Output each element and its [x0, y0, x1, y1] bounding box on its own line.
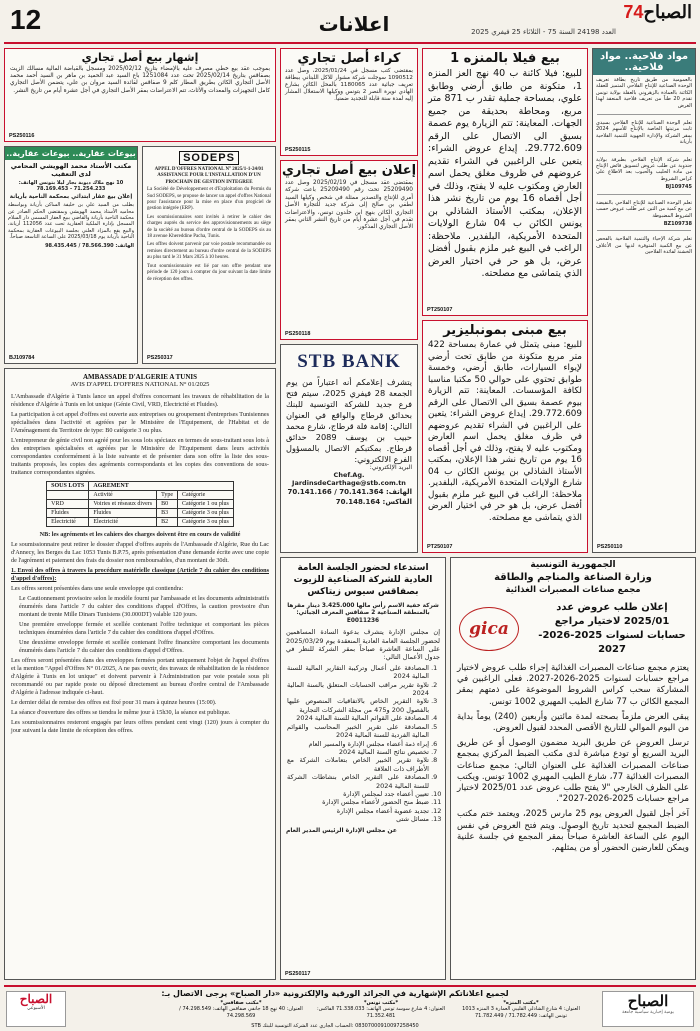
villa-title: بيع فيلا بالمنزه 1: [450, 51, 560, 66]
table-cell: [47, 491, 89, 500]
gica-notice-title: إعلان طلب عروض عدد 2025/01 لاختيار مراجع حسابات لسنوات 2025-2026-2027: [538, 602, 686, 655]
footer-title: لجميع اعلاناتكم الإشهارية في الجرائد الورقية والإلكترونية «دار الصباح» يرجى الاتصال بـ:: [161, 989, 509, 998]
building-body: للبيع: مبنى يتمثل في عمارة بمساحة 422 متر مربع متكونة من طابق تحت أرضي لإيواء السيارات، طابق أرضي، وخمسة طوابق تحتوي على حوالي 50 مكتبا مناسبا لكافة المؤسسات. المعاينة: تتم الزيارة بيوم عصمة بسيق الى الاتصال على الرقم 29.772.609. إيداع عروض الشراء: يتعين على الراغبين في الشراء تقديم عروضهم في ظرف مغلق يحمل اسم العارض ومكتوب عليه لا يفتح، وذلك في أجل أقصاه 16 يوم من تاريخ نشر هذا الإعلان، بمكتب الأستاذ الشاذلي بن يونس الكائن ب 04 شارع الولايات المتحدة الأمريكية، البلفدير. ملاحظة: الراغب في البيع غير ملزم بقبول أفضل عرض، بل هو حر في اختيار العرض الذي يتماشى مع مصلحته.: [428, 340, 582, 523]
real-estate-ad: [4, 146, 138, 364]
embassy-note: NB: les agréments et les cahiers des charges doivent être en cours de validité: [39, 531, 241, 538]
agenda-item: 9. المصادقة على التقرير الخاص بنشاطات الشركة للسنة المالية 2024: [287, 773, 429, 790]
agri-sep: [597, 230, 691, 231]
table-cell: Catégorie 1 ou plus: [178, 500, 234, 509]
embassy-subtitle: AVIS D'APPEL D'OFFRES NATIONAL N° 01/2025: [70, 381, 210, 388]
table-cell: B3: [157, 509, 178, 518]
sale-body: بمقتضى عقد مسجل في 2025/02/19 وصل عدد 25209490 تحت رقم 25209490 باعت شركة أمري للإنتاج والتصدير ممثلة في شخص وكيلها السيد لطفي بن صالح إلى شركة جديد للتجارة الأصل التجاري الكائن بنهج ابن خلدون تونس، والاعتراضات تقدم في أجل عشرة أيام من تاريخ النشر الثاني بمقر الأصل التجاري المذكور.: [285, 180, 413, 231]
table-cell: Fluides: [47, 509, 89, 518]
office-details: العنوان: 4 شارع الشاذلي القليبي العمارة 3 المنزه 1013 تونس الهاتف: 71.782.449 / 71.782.449: [462, 1006, 580, 1019]
commercial-sale-ad: [280, 160, 418, 340]
gica-group: مجمع صناعات المصبرات الغذائية: [505, 585, 641, 595]
public-sale-title: إشهار بيع أصل تجاري: [81, 51, 199, 64]
table-cell: B2: [157, 518, 178, 527]
office-name: *مكتب تونس*: [363, 1000, 399, 1006]
agri-banner: مواد فلاحية.. مواد فلاحية..: [593, 49, 695, 75]
table-cell: B0: [157, 500, 178, 509]
sodeps-ad: [142, 146, 276, 364]
rent-code: PS250115: [285, 147, 311, 153]
table-row: [47, 500, 234, 509]
rent-title: كراء أصل تجاري: [297, 51, 401, 66]
sodeps-code: PS250317: [147, 355, 173, 361]
table-row: [47, 509, 234, 518]
sodeps-line-5: Les offres doivent parvenir par voie postale recommandée ou remises directement au bureau d'ordre central de la SODEPS au plus tard le 31 Mars 2025 à 10 heures.: [147, 242, 271, 261]
agri-code-2: BZ109738: [663, 220, 692, 227]
stb-email-label: البريد الإلكتروني:: [369, 464, 412, 471]
footer-logo-weekly: [6, 991, 66, 1027]
gica-body-2: يبقى العرض ملزماً بصحته لمدة مائتين وأربعين (240) يوماً بداية من اليوم الموالي للتاريخ الأقصى المحدد لقبول العروض.: [457, 711, 689, 734]
agenda-item: 13. مسائل شتى: [287, 815, 429, 823]
assembly-title: استدعاء لحضور الجلسة العامة العادية للشركة الصناعية للزيوت بصفاقس سيوس زيتاكس: [293, 563, 433, 597]
sodeps-line-2: ASSISTANCE POUR L'INSTALLATION D'UN PROCHAIN DE GESTION INTEGREE: [157, 173, 261, 185]
stb-fax: الفاكس: 70.148.164: [335, 498, 412, 507]
gica-ministry: وزارة الصناعة والمناجم والطاقة: [494, 572, 652, 583]
footer-logo2-sub: الأسبوعي: [27, 1006, 45, 1011]
sodeps-line-6: Tout soumissionnaire est lié par son offre pendant une période de 120 jours à compter du jour suivant la date limite de réception des offres.: [147, 263, 271, 282]
building-title: بيع مبنى بمونبليزير: [443, 323, 567, 338]
gica-republic: الجمهورية التونسية: [530, 560, 616, 570]
embassy-para-7: Le dernier délai de remise des offres est fixé pour 31 mars à quinze heures (15:00).: [11, 699, 217, 706]
villa-sale-ad: [422, 48, 588, 316]
embassy-bullet-3: Une deuxième enveloppe fermée et scellée contenant l'offre financière comportant les documents énumérés dans l'article 7 du cahier des conditions d'appel d'Offres.: [19, 639, 269, 654]
gica-body-1: يعتزم مجمع صناعات المصبرات الغذائية إجراء طلب عروض لاختيار مراجع حسابات لسنوات 2025-2026-2027. فعلى الراغبين في المشاركة سحب كراس الشروط الموضوعة على ذمتهم بمقر المجمع الكائن ب 77 شارع الطيب المهيري 1002 تونس.: [457, 663, 689, 707]
table-header: SOUS LOTS: [47, 482, 89, 491]
rent-body: بمقتضى كتب مسجل في 2025/01/24، وصل عدد 1090512 سوجلت شركة مشوار للاكل اللبناني ببطاقة تعريف جبائية عدد 1180065 بالمحل الكائن بشارع الهادي نويرة النصر 2 بتونس ووكيلها الاستغلال المشار إليه لمدة سنة قابلة للتجديد ضمنياً.: [285, 68, 413, 102]
embassy-para-3: L'entrepreneur de génie civil non agréé pour les sous lots spéciaux en termes de sous-traitant sous lots à des entreprises spécialisées et agréées par le Ministère de l'Equipement dans leurs activités correspondantes conformément à la liste suivante et de présenter dans son offre la liste des sous-traitants proposés, les copies des agréments correspondants et les copies des conventions de sous-traitance correspondantes signées.: [11, 437, 269, 476]
table-cell: Catégorie 3 ou plus: [178, 518, 234, 527]
agenda-item: 2. تلاوة تقرير مراقب الحسابات المتعلق بالسنة المالية 2024: [287, 681, 429, 698]
stb-email: Chef.Ag. JardinsdeCarthage@stb.com.tn: [292, 471, 406, 488]
footer-logo-name: الصباح: [627, 992, 669, 1010]
assembly-signature: عن مجلس الإدارة الرئيس المدير العام: [286, 826, 397, 834]
stb-phone: الهاتف: 70.141.364 / 70.141.166: [287, 488, 412, 497]
general-assembly-notice: [280, 557, 446, 980]
villa-body: للبيع: فيلا كائنة ب 40 نهج العز المنزه 1، متكونة من طابق أرضي وطابق علوي، بمساحة جملية تقدر ب 871 متر مربع، ومحاطة بحديقة من جميع الجهات. المعاينة: تتم الزيارة يوم عصمة بسيق الى الاتصال على الرقم 29.772.609. إيداع عروض الشراء: يتعين على الراغبين في الشراء تقديم عروضهم في ظروف مغلق يحمل اسم العارض ومكتوب عليه لا يفتح، وذلك في أجل أقصاه 16 يوم من تاريخ نشر هذا الإعلان، بمكتب الأستاذ الشاذلي بن يونس الكائن ب 04 شارع الولايات المتحدة الأمريكية، البلفدير. ملاحظة: الراغب في البيع غير ملزم بقبول أفضل عرض، بل هو حر في اختيار العرض الذي يتماشى مع مصلحته.: [428, 68, 582, 279]
stb-body: يتشرف إعلامكم أنه اعتباراً من يوم الجمعة 28 فيفري 2025، سيتم فتح فرع جديد للشركة التونسية للبنك بحدائق قرطاج والواقع في العنوان التالي: إقامة فلة قرطاج، شارع محمد حبيب بن يوسف 2089 حدائق قرطاج. بمكتبكم الاتصال بالمسؤول الفرع الالكتروني:: [286, 377, 412, 464]
embassy-lots-table: [46, 481, 234, 527]
real-estate-phone: الهاتف: 78.566.390 / 98.435.445: [45, 242, 134, 249]
embassy-para-9: Les soumissionnaires resteront engagés par leurs offres pendant cent vingt (120) jours à compter du jour suivant la date limite de réception des offres.: [11, 719, 269, 734]
footer-logo-sub: يومية إخبارية سياسية جامعة: [622, 1010, 674, 1015]
public-sale-code: PS250116: [9, 133, 35, 139]
footer-office: [456, 1000, 586, 1019]
footer-logo: [602, 991, 694, 1027]
agenda-item: 10. تعيين أعضاء جدد لمجلس الإدارة: [287, 790, 429, 798]
stb-logo: STB BANK: [297, 351, 401, 372]
villa-code: PT250107: [427, 307, 453, 313]
agenda-item: 8. تلاوة تقرير الخبير الخاص بتعاملات الشركة مع الأطراف ذات العلاقة: [287, 756, 429, 773]
assembly-agenda: [281, 664, 445, 824]
agri-ad-2: تعلم الوحدة الصناعية للإنتاج الفلاحي بسيدي ثابت مرتبتها الخاصة بالإنتاج للأسهم 2024 بمقر الشركة والإدارة الجهوية للتنمية الفلاحية بأريانة: [596, 120, 692, 146]
embassy-bullet-1: Le Cautionnement provisoire selon le modèle fourni par l'ambassade et les documents administratifs énumérés dans l'article 7 du cahier des conditions d'appel d'Offres, la caution provisoire d'un montant de trente Mille Dinars Tunisiens (30.000DT) valable 120 jours.: [19, 595, 269, 618]
embassy-para-1: L'Ambassade d'Algérie à Tunis lance un appel d'offres concernant les travaux de réhabilitation de la résidence d'Algérie à Tunis en lot unique (Génie Civil, VRD, Electricité et Fluides).: [11, 393, 269, 408]
embassy-para-4: Le soumissionnaire peut retirer le dossier d'appel d'offres auprès de l'Ambassade d'Algérie, Rue du Lac d'Annecy, les Berges du Lac 1053 Tunis B.P.75, après présentation d'une demande écrite avec une copie de l'agrément et paiement des frais du dossier non remboursables, d'un montant de 30dt.: [11, 541, 269, 564]
table-subheader-row: [47, 491, 234, 500]
assembly-code: PS250117: [285, 971, 311, 977]
sodeps-line-4: Les soumissionnaires sont invités à retirer le cahier des charges auprès du service des approvisionnements au siège de la société au bureau d'ordre central de la SODEPS sis au 18 avenue Khereddine Pacha, Tunis.: [147, 214, 271, 240]
agri-ad-1: بالعمومية من طريق تاريخ بطاقة تعريف الوحدة الصناعية للإنتاج الفلاحي المتميز للعقلة الكائنة بالعمادة بالزهروني بالعقلة بولاية تونس تقدم 20 طناً من تعريف فلاحية المنعقد لهذا الغرض: [596, 77, 692, 109]
gica-logo: gica: [459, 607, 519, 651]
agri-code-3: PS250110: [597, 544, 623, 550]
footer-logo2-name: الصباح: [19, 992, 53, 1006]
office-details: العنوان: 4 شارع سوسة تونس الهاتف: 71.338.033 الفاكس: 71.352.481: [316, 1006, 446, 1019]
embassy-bullet-2: Une première enveloppe fermée et scellée contenant l'offre technique et comportant les pièces techniques énumérées dans l'article 7 du cahier des conditions d'appel d'Offres.: [19, 621, 269, 636]
footer-office: [176, 1000, 306, 1019]
newspaper-logo: [620, 2, 692, 26]
real-estate-body: بطلب من السيد علي بن خليفة الساكن بأريانة وبواسطة محاميه الأستاذ محمد الهويشي وبمقتضى الحكم الصادر عن محكمة الناحية بأريانة والقاضي ببيع العقار المسمى دار السلام المسجل بإدارة الملكية العقارية تحت عدد 112056 أريانة، والبيع يقع بالمزاد العلني بجلسة البيوعات العقارية بمحكمة الناحية بأريانة يوم 2025/03/18 على الساعة التاسعة صباحاً.: [8, 202, 134, 241]
table-cell: Electricité: [47, 518, 89, 527]
agenda-item: 6. إبراء ذمة أعضاء مجلس الإدارة والمسير العام: [287, 740, 429, 748]
public-sale-body: بموجب عقد بيع خطي مصرف عليه بالإمضاء بتاريخ 2025/02/12 ومسجل بالقباضة المالية مسالك الزيت بصفاقس بتاريخ 2025/02/14 تحت عدد 1251084 باع السيد عبد الحميد بن ماهر بن السيد أحمد محمد الأصل التجاري الكائن بطريق المطار كلم 9 صفاقس لفائدة السيد مروان بن علي، يتضمن الأصل التجاري كامل التجهيزات والمعدات والأثاث، تتم الاعتراضات بمقر الأصل التجاري في أجل عشرة أيام من تاريخ النشر.: [10, 66, 271, 94]
embassy-tender-notice: [4, 368, 276, 980]
real-estate-banner: بيوعات عقارية.. بيوعات عقارية..: [6, 149, 136, 158]
agri-code-1: BJ109745: [665, 184, 692, 191]
embassy-para-6: Les offres seront présentées dans des enveloppes fermées portant uniquement l'objet de l'appel d'offres et la mention "Appel d'Offres N° 01/2025, A ne pas ouvrir, des travaux de réhabilitation de la résidence d'Algérie à Tunis en lot unique" et doivent parvenir à l'Administration par voie postale sous pli recommandé ou par rapide poste ou déposé directement au bureau d'ordre central de l'Ambassade d'Algérie à l'adresse indiquée ci-haut.: [11, 657, 269, 696]
gica-tender-notice: [450, 557, 696, 980]
stb-bank-ad: [280, 344, 418, 553]
gica-body-3: ترسل العروض عن طريق البريد مضمون الوصول أو عن طريق البريد السريع أو تودع مباشرة لدى مكتب الضبط المركزي بمجمع صناعات المصبرات الغذائية على العنوان التالي: مجمع صناعات المصبرات الغذائية 77، شارع الطيب المهيري 1002 تونس. ويكتب على الظرف الخارجي "لا يفتح طلب عروض عدد 2025/01 لاختيار مراجع حسابات 2025-2026-2027".: [457, 738, 689, 805]
page-number: 12: [10, 4, 42, 35]
sale-code: PS250118: [285, 331, 311, 337]
office-name: *مكتب صفاقس*: [220, 1000, 262, 1006]
embassy-title: AMBASSADE D'ALGERIE A TUNIS: [82, 373, 198, 381]
sale-title: إعلان بيع أصل تجاري: [281, 163, 417, 178]
table-header: AGREMENT: [89, 482, 233, 491]
real-estate-subtitle: مكتب الأستاذ محمد الهويشي المحامي لدى التعقيب: [10, 162, 132, 178]
agri-ad-3: تعلم شركة الإنتاج الفلاحي بطبرقة بولاية جندوبة عن طلب عروض لتسويق فائض الإنتاج من مادة الحليب والحبوب بعد الاطلاع على كراس الشروط: [596, 156, 692, 182]
table-cell: Electricité: [89, 518, 157, 527]
office-details: العنوان: 40 نهج 18 جانفي صفاقس الهاتف: 74.298.549 / 74.298.569: [179, 1006, 303, 1019]
agenda-item: 1. المصادقة على أعمال وتركيبة التقارير المالية للسنة المالية 2024: [287, 664, 429, 681]
table-cell: VRD: [47, 500, 89, 509]
sodeps-line-1: APPEL D'OFFRES NATIONAL N° 2025/1-1-24/01: [154, 167, 264, 172]
building-code: PT250107: [427, 544, 453, 550]
agenda-item: 12. تجديد عضوية أعضاء مجلس الإدارة: [287, 807, 429, 815]
embassy-para-5: Les offres seront présentées dans une seule enveloppe qui contiendra:: [11, 585, 184, 592]
table-cell: Type: [157, 491, 178, 500]
table-cell: Fluides: [89, 509, 157, 518]
embassy-para-2: La participation à cet appel d'offres est ouverte aux entreprises ou groupement d'entreprises Tunisiennes spécialisées dans l'activité et agréées par le Ministère de l'Equipement, de l'Habitat et de l'Aménagement du Territoire de type: B0 catégorie 3 ou plus.: [11, 411, 269, 434]
agricultural-ads-column: [592, 48, 696, 553]
agenda-item: 11. ضبط منح الحضور لأعضاء مجلس الإدارة: [287, 798, 429, 806]
commercial-rent-ad: [280, 48, 418, 156]
section-title: اعلانات: [318, 12, 390, 36]
gica-body-4: آخر أجل لقبول العروض يوم 25 مارس 2025، ويعتمد ختم مكتب الضبط المجمع لتحديد تاريخ الوصول. ويتم فتح العروض في نفس اليوم على الساعة العاشرة صباحاً بمقر المجمع في جلسة علنية ويمكن للعارضين الحضور أو من يمثلهم.: [457, 809, 689, 854]
gica-head-row: [451, 597, 695, 661]
agri-sep: [597, 114, 691, 115]
page-footer: [4, 985, 696, 1029]
assembly-intro: إن مجلس الإدارة يتشرف بدعوة السادة المساهمين لحضور الجلسة العامة العادية المنعقدة يوم 2025/03/29 على الساعة العاشرة صباحاً بمقر الشركة للنظر في جدول الأعمال التالي:: [286, 628, 440, 662]
embassy-para-8: La séance d'ouverture des offres se tiendra le même jour à 15h30, la séance est publique.: [11, 709, 231, 716]
agenda-item: 5. المصادقة على تقرير الخبير المحاسب والقوائم المالية الفردية للسنة المالية 2024: [287, 723, 429, 740]
assembly-sub: شركة خفية الاسم رأس مالها 3.425.000 دينار مقرها بالمنطقة الصناعية 2 صفاقس المعرف الجبائي: E0011236: [287, 603, 439, 624]
agenda-item: 3. تلاوة التقرير الخاص بالاتفاقيات المنصوص عليها بالفصول 200 و475 من مجلة الشركات التجارية: [287, 697, 429, 714]
table-row: [47, 518, 234, 527]
table-cell: Catégorie: [178, 491, 234, 500]
table-cell: Activité: [89, 491, 157, 500]
agri-sep: [597, 151, 691, 152]
real-estate-code: BJ109784: [9, 355, 35, 361]
table-cell: Catégorie 3 ou plus: [178, 509, 234, 518]
issue-line: العدد 24198 السنة 75 - الثلاثاء 25 فيفري 2025: [471, 28, 616, 36]
embassy-para-5-head: 1. Envoi des offres à travers la procédure matérielle classique (Article 7 du cahier des conditions d'appel d'offres):: [11, 567, 269, 582]
agri-sep: [597, 194, 691, 195]
agri-ad-5: تعلم شركة الإحياء والتنمية الفلاحية بالفحص عن بيع الكمية المتوفرة لديها من الأعلاف الخشنة لفائدة الفلاحين: [596, 236, 692, 256]
footer-account: 08307000910097258450 :الحساب الجاري عدد الشركة التونسية للبنك STB: [251, 1023, 419, 1029]
real-estate-address: 10 نهج ملاك ديوبة بجار ليلا بتونس الهاتف: 71.254.233 - 78.169.453: [18, 180, 124, 193]
logo-number: 74: [623, 2, 644, 22]
header-divider: [4, 42, 696, 44]
sodeps-line-3: La Société de Développement et d'Exploitation du Permis du Sud SODEPS, se propose de lancer un appel d'offres National pour l'assistance pour la mise en place d'un progiciel de gestion intégrée (ERP).: [147, 187, 271, 212]
office-name: *مكتب المنزه*: [503, 1000, 539, 1006]
sodeps-logo: SODEPS: [179, 151, 239, 165]
building-sale-ad: [422, 320, 588, 553]
real-estate-cta: إعلان بيع عقار ابتدائي بمحكمة الناحية بأريانة: [9, 193, 133, 200]
page-header: [4, 2, 696, 42]
table-header-row: [47, 482, 234, 491]
agenda-item: 7. تخصيص نتائج السنة المالية 2024: [287, 748, 429, 756]
footer-office: [316, 1000, 446, 1019]
table-cell: Voiries et réseaux divers: [89, 500, 157, 509]
logo-name: الصباح: [643, 2, 692, 23]
agenda-item: 4. المصادقة على القوائم المالية للسنة المالية 2024: [287, 714, 429, 722]
public-sale-notice: [4, 48, 276, 142]
agri-ad-4: تعلم الوحدة الصناعية للإنتاج الفلاحي بالنفيضة عن بيع كمية من التبن عبر طلب عروض حسب الشروط المضبوطة: [596, 199, 692, 219]
